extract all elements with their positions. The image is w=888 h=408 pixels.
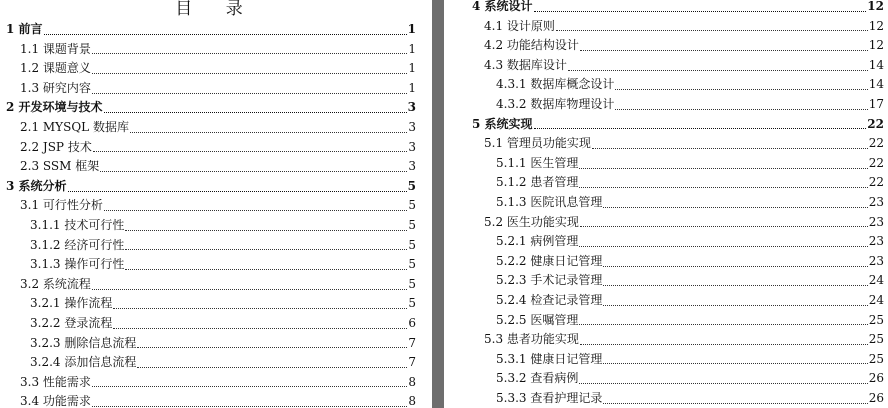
toc-entry[interactable] xyxy=(444,291,888,311)
toc-leader-dots xyxy=(603,206,867,208)
toc-entry[interactable] xyxy=(0,98,432,118)
toc-entry-page-number: 3 xyxy=(408,139,416,154)
toc-entry-page-number: 14 xyxy=(868,77,884,92)
toc-entry[interactable] xyxy=(0,314,432,334)
toc-entry-page-number: 25 xyxy=(868,332,884,347)
toc-leader-dots xyxy=(137,346,407,348)
toc-entry-page-number: 1 xyxy=(408,61,416,76)
toc-entry-page-number: 26 xyxy=(868,390,884,405)
toc-leader-dots xyxy=(580,343,868,345)
toc-entry-label: 5.2.2 健康日记管理 xyxy=(496,253,603,268)
toc-entry[interactable] xyxy=(0,196,432,216)
toc-leader-dots xyxy=(579,186,867,188)
toc-list xyxy=(444,0,888,408)
toc-entry-label: 3.2.4 添加信息流程 xyxy=(30,355,137,370)
toc-entry-label: 3.1 可行性分析 xyxy=(20,198,103,213)
toc-leader-dots xyxy=(68,190,407,192)
toc-page-right xyxy=(444,0,888,408)
toc-entry[interactable] xyxy=(444,369,888,389)
toc-entry[interactable] xyxy=(444,75,888,95)
toc-entry[interactable] xyxy=(0,275,432,295)
toc-entry-page-number: 3 xyxy=(408,119,416,134)
toc-entry-label: 5.3.2 查看病例 xyxy=(496,371,579,386)
toc-entry-page-number: 24 xyxy=(868,273,884,288)
toc-entry-label: 3.2.1 操作流程 xyxy=(30,296,113,311)
toc-entry[interactable] xyxy=(444,311,888,331)
toc-leader-dots xyxy=(534,127,867,129)
toc-entry[interactable] xyxy=(444,252,888,272)
toc-entry-label: 4.3 数据库设计 xyxy=(484,57,567,72)
toc-entry-label: 2.3 SSM 框架 xyxy=(20,159,100,174)
toc-leader-dots xyxy=(534,10,867,12)
toc-leader-dots xyxy=(93,150,408,152)
toc-entry[interactable] xyxy=(0,294,432,314)
toc-entry-label: 3.2.3 删除信息流程 xyxy=(30,335,137,350)
toc-entry-page-number: 5 xyxy=(408,237,416,252)
toc-entry-label: 1.1 课题背景 xyxy=(20,41,91,56)
toc-leader-dots xyxy=(568,69,868,71)
toc-entry[interactable] xyxy=(444,271,888,291)
toc-leader-dots xyxy=(92,72,407,74)
toc-entry[interactable] xyxy=(444,56,888,76)
toc-leader-dots xyxy=(125,268,407,270)
toc-leader-dots xyxy=(580,49,868,51)
toc-entry-page-number: 5 xyxy=(408,296,416,311)
toc-entry[interactable] xyxy=(0,157,432,177)
toc-entry[interactable] xyxy=(444,173,888,193)
toc-entry[interactable] xyxy=(0,138,432,158)
toc-entry-label: 5.1.1 医生管理 xyxy=(496,155,579,170)
toc-leader-dots xyxy=(579,323,867,325)
toc-entry[interactable] xyxy=(444,95,888,115)
toc-entry-label: 3.2.2 登录流程 xyxy=(30,315,113,330)
toc-entry-page-number: 5 xyxy=(407,178,416,193)
toc-entry-label: 5.1 管理员功能实现 xyxy=(484,136,591,151)
toc-leader-dots xyxy=(615,88,867,90)
toc-title: 目 录 xyxy=(175,0,257,19)
toc-entry-page-number: 14 xyxy=(868,57,884,72)
toc-entry[interactable] xyxy=(0,79,432,99)
toc-entry-label: 3.3 性能需求 xyxy=(20,374,91,389)
toc-leader-dots xyxy=(125,248,407,250)
toc-entry-label: 2.2 JSP 技术 xyxy=(20,139,92,154)
toc-leader-dots xyxy=(603,284,867,286)
toc-entry-page-number: 24 xyxy=(868,292,884,307)
toc-entry-page-number: 7 xyxy=(408,335,416,350)
toc-leader-dots xyxy=(603,265,867,267)
toc-entry[interactable] xyxy=(0,40,432,60)
toc-leader-dots xyxy=(603,402,867,404)
toc-leader-dots xyxy=(113,307,407,309)
toc-entry-label: 5.3.3 查看护理记录 xyxy=(496,390,603,405)
toc-entry-label: 3 系统分析 xyxy=(6,178,67,193)
toc-entry-label: 4.3.2 数据库物理设计 xyxy=(496,96,615,111)
toc-entry[interactable] xyxy=(444,389,888,408)
toc-list xyxy=(0,20,432,408)
toc-entry-page-number: 22 xyxy=(868,136,884,151)
toc-entry[interactable] xyxy=(444,17,888,37)
toc-entry-label: 1 前言 xyxy=(6,22,43,36)
toc-entry-label: 5.2.1 病例管理 xyxy=(496,234,579,249)
toc-entry-page-number: 23 xyxy=(868,234,884,249)
toc-entry-label: 5.2.5 医嘱管理 xyxy=(496,312,579,327)
toc-leader-dots xyxy=(104,209,407,211)
toc-entry-page-number: 26 xyxy=(868,371,884,386)
toc-leader-dots xyxy=(603,362,867,364)
toc-entry[interactable] xyxy=(444,330,888,350)
toc-entry-page-number: 23 xyxy=(868,253,884,268)
toc-entry[interactable] xyxy=(444,213,888,233)
toc-entry[interactable] xyxy=(444,193,888,213)
toc-entry-page-number: 1 xyxy=(408,80,416,95)
toc-leader-dots xyxy=(579,382,867,384)
toc-entry-label: 5.2.3 手术记录管理 xyxy=(496,273,603,288)
toc-entry-page-number: 6 xyxy=(408,315,416,330)
toc-entry[interactable] xyxy=(0,118,432,138)
toc-leader-dots xyxy=(556,29,868,31)
toc-leader-dots xyxy=(92,288,407,290)
toc-entry[interactable] xyxy=(444,232,888,252)
toc-entry-page-number: 25 xyxy=(868,312,884,327)
toc-entry-label: 3.1.2 经济可行性 xyxy=(30,237,125,252)
toc-leader-dots xyxy=(579,245,867,247)
toc-leader-dots xyxy=(579,167,867,169)
toc-leader-dots xyxy=(580,225,868,227)
toc-entry-label: 4.1 设计原则 xyxy=(484,18,555,33)
toc-entry-page-number: 12 xyxy=(868,18,884,33)
toc-entry-page-number: 5 xyxy=(408,276,416,291)
toc-entry-page-number: 7 xyxy=(408,355,416,370)
toc-entry[interactable] xyxy=(0,236,432,256)
toc-entry-label: 3.1.3 操作可行性 xyxy=(30,257,125,272)
toc-leader-dots xyxy=(44,33,407,35)
toc-entry-label: 3.4 功能需求 xyxy=(20,394,91,408)
toc-entry-label: 5.1.2 患者管理 xyxy=(496,175,579,190)
toc-leader-dots xyxy=(130,131,407,133)
toc-entry-label: 5 系统实现 xyxy=(472,116,533,131)
toc-entry[interactable] xyxy=(444,36,888,56)
toc-entry-page-number: 8 xyxy=(408,374,416,389)
toc-leader-dots xyxy=(92,385,407,387)
toc-entry[interactable] xyxy=(0,216,432,236)
toc-entry[interactable] xyxy=(0,373,432,393)
toc-entry-page-number: 5 xyxy=(408,257,416,272)
toc-entry-page-number: 25 xyxy=(868,351,884,366)
toc-leader-dots xyxy=(92,52,407,54)
toc-entry[interactable] xyxy=(444,350,888,370)
toc-entry-label: 3.2 系统流程 xyxy=(20,276,91,291)
toc-entry-label: 2.1 MYSQL 数据库 xyxy=(20,119,129,134)
toc-leader-dots xyxy=(592,147,868,149)
toc-leader-dots xyxy=(92,92,407,94)
toc-leader-dots xyxy=(100,170,407,172)
toc-entry-label: 5.3.1 健康日记管理 xyxy=(496,351,603,366)
toc-entry[interactable] xyxy=(0,20,432,40)
toc-leader-dots xyxy=(615,108,867,110)
toc-entry-page-number: 17 xyxy=(868,96,884,111)
toc-entry-page-number: 8 xyxy=(408,394,416,408)
toc-entry-page-number: 22 xyxy=(867,116,884,131)
toc-entry[interactable] xyxy=(444,0,888,17)
toc-leader-dots xyxy=(104,111,407,113)
toc-leader-dots xyxy=(113,327,407,329)
toc-entry-page-number: 1 xyxy=(407,22,416,36)
toc-entry[interactable] xyxy=(444,115,888,135)
toc-entry[interactable] xyxy=(0,392,432,408)
toc-entry-page-number: 12 xyxy=(868,38,884,53)
toc-entry-label: 4 系统设计 xyxy=(472,0,533,13)
toc-entry[interactable] xyxy=(0,334,432,354)
toc-entry-label: 5.2.4 检查记录管理 xyxy=(496,292,603,307)
toc-leader-dots xyxy=(137,366,407,368)
toc-entry-label: 3.1.1 技术可行性 xyxy=(30,217,125,232)
toc-entry-page-number: 3 xyxy=(408,159,416,174)
toc-entry-page-number: 12 xyxy=(867,0,884,13)
toc-entry-label: 5.2 医生功能实现 xyxy=(484,214,579,229)
toc-entry-page-number: 1 xyxy=(408,41,416,56)
toc-entry-label: 4.2 功能结构设计 xyxy=(484,38,579,53)
toc-entry[interactable] xyxy=(0,177,432,197)
toc-entry-page-number: 5 xyxy=(408,198,416,213)
toc-entry-label: 5.1.3 医院讯息管理 xyxy=(496,194,603,209)
toc-entry-page-number: 22 xyxy=(868,175,884,190)
toc-entry[interactable] xyxy=(444,154,888,174)
toc-entry-label: 4.3.1 数据库概念设计 xyxy=(496,77,615,92)
toc-leader-dots xyxy=(92,405,407,407)
toc-entry-page-number: 22 xyxy=(868,155,884,170)
toc-entry-label: 5.3 患者功能实现 xyxy=(484,332,579,347)
toc-leader-dots xyxy=(125,229,407,231)
toc-entry-label: 2 开发环境与技术 xyxy=(6,100,103,115)
toc-entry[interactable] xyxy=(0,255,432,275)
toc-entry[interactable] xyxy=(444,134,888,154)
toc-leader-dots xyxy=(603,304,867,306)
toc-entry-page-number: 3 xyxy=(407,100,416,115)
toc-entry-label: 1.3 研究内容 xyxy=(20,80,91,95)
toc-entry-page-number: 23 xyxy=(868,214,884,229)
toc-entry-page-number: 23 xyxy=(868,194,884,209)
toc-page-left xyxy=(0,0,432,408)
toc-entry[interactable] xyxy=(0,59,432,79)
toc-entry-page-number: 5 xyxy=(408,217,416,232)
toc-entry[interactable] xyxy=(0,353,432,373)
toc-entry-label: 1.2 课题意义 xyxy=(20,61,91,76)
